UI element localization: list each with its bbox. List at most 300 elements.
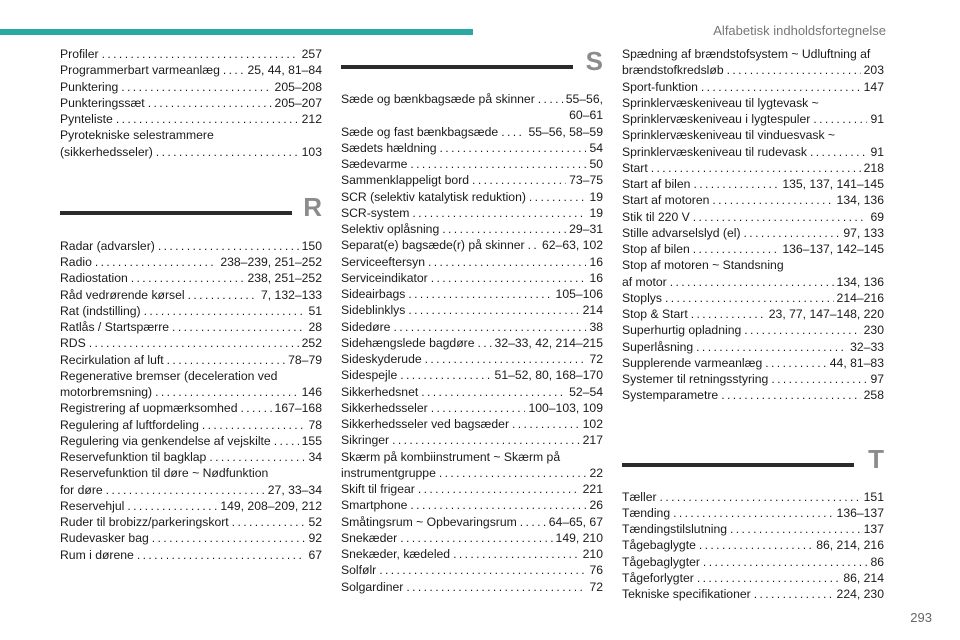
- index-column-3: [622, 46, 884, 602]
- dot-leader: [730, 521, 861, 537]
- entry-term: Selektiv oplåsning: [341, 222, 440, 236]
- index-entry: [622, 176, 884, 192]
- index-entry: [622, 79, 884, 95]
- entry-term: Separat(e) bagsæde(r) på skinner: [341, 238, 525, 253]
- index-entry: [341, 140, 603, 156]
- dot-leader: [188, 287, 258, 303]
- entry-term: Radio: [60, 255, 92, 269]
- entry-term: Regulering af luftfordeling: [60, 417, 199, 432]
- entry-term: Reservefunktion til bagklap: [60, 450, 207, 464]
- index-entry: [341, 91, 603, 124]
- index-entry: [60, 335, 322, 351]
- index-entry: [341, 514, 603, 530]
- entry-page-ref: 16: [589, 270, 603, 285]
- entry-term: Start af bilen: [622, 177, 691, 191]
- entry-page-ref: 78–79: [288, 352, 322, 367]
- entry-page-ref: 92: [308, 531, 322, 546]
- index-entry: [341, 237, 603, 253]
- index-entry: [622, 306, 884, 322]
- dot-leader: [477, 335, 491, 351]
- dot-leader: [744, 225, 841, 241]
- entry-page-ref: 29–31: [569, 222, 603, 236]
- index-entry: [622, 387, 884, 403]
- dot-leader: [406, 579, 586, 595]
- entry-page-ref: 60–61: [569, 108, 603, 123]
- dot-leader: [418, 481, 580, 497]
- index-entry: [341, 319, 603, 335]
- entry-term: Supplerende varmeanlæg: [622, 355, 763, 370]
- entry-page-ref: 73–75: [569, 173, 603, 188]
- entry-page-ref: 7, 132–133: [261, 287, 322, 302]
- dot-leader: [810, 144, 868, 160]
- entry-term: Reservehjul: [60, 498, 125, 513]
- entry-page-ref: 51–52, 80, 168–170: [494, 368, 603, 383]
- entry-list: [622, 489, 884, 603]
- entry-term: Snekæder: [341, 530, 398, 545]
- section-header-t: [622, 444, 884, 484]
- dot-leader: [410, 497, 586, 513]
- dot-leader: [693, 241, 780, 257]
- entry-term: Sammenklappeligt bord: [341, 173, 470, 188]
- entry-page-ref: 214–216: [836, 290, 884, 305]
- dot-leader: [512, 416, 580, 432]
- entry-page-ref: 72: [589, 352, 603, 366]
- index-entry: [622, 209, 884, 225]
- dot-leader: [89, 335, 299, 351]
- index-entry: [60, 62, 322, 78]
- index-entry: [622, 371, 884, 387]
- entry-term: Skift til frigear: [341, 482, 415, 496]
- dot-leader: [712, 192, 833, 208]
- dot-leader: [209, 449, 305, 465]
- index-entry: [341, 156, 603, 172]
- index-entry: [622, 46, 884, 79]
- entry-page-ref: 52: [308, 515, 322, 529]
- dot-leader: [697, 570, 841, 586]
- entry-page-ref: 218: [863, 160, 884, 175]
- index-entry: [341, 449, 603, 482]
- entry-page-ref: 103: [301, 144, 322, 159]
- header-accent-bar: [0, 29, 473, 35]
- entry-term: Sidedøre: [341, 319, 391, 334]
- index-entry: [60, 498, 322, 514]
- dot-leader: [691, 306, 766, 322]
- index-entry: [60, 127, 322, 160]
- dot-leader: [131, 270, 245, 286]
- entry-list: [60, 46, 322, 160]
- dot-leader: [439, 465, 587, 481]
- entry-term: Pynteliste: [60, 112, 113, 126]
- dot-leader: [693, 209, 868, 225]
- entry-page-ref: 72: [589, 579, 603, 594]
- entry-term: Sikkerhedsseler: [341, 400, 428, 415]
- section-letter: S: [585, 46, 603, 76]
- index-entry: [622, 586, 884, 602]
- dot-leader: [520, 514, 546, 530]
- dot-leader: [699, 537, 813, 553]
- entry-page-ref: 137: [863, 522, 884, 536]
- entry-page-ref: 135, 137, 141–145: [782, 177, 884, 191]
- section-letter: R: [303, 191, 322, 222]
- entry-page-ref: 217: [582, 433, 603, 448]
- index-entry: [60, 270, 322, 286]
- entry-page-ref: 91: [870, 112, 884, 126]
- dot-leader: [95, 254, 217, 270]
- entry-term: Stop af bilen: [622, 242, 690, 256]
- dot-leader: [472, 172, 566, 188]
- dot-leader: [223, 62, 245, 78]
- index-entry: [341, 497, 603, 513]
- page-number: 293: [910, 610, 932, 625]
- dot-leader: [144, 303, 306, 319]
- entry-page-ref: 25, 44, 81–84: [247, 63, 322, 78]
- entry-page-ref: 16: [589, 254, 603, 269]
- entry-term: Sæde og fast bænkbagsæde: [341, 124, 499, 139]
- index-entry: [60, 368, 322, 401]
- index-entry: [622, 95, 884, 128]
- entry-term: Sidehængslede bagdøre: [341, 335, 475, 350]
- index-entry: [341, 302, 603, 318]
- entry-term: Snekæder, kædeled: [341, 547, 451, 561]
- section-header-r: [60, 192, 322, 232]
- index-entry: [60, 287, 322, 303]
- dot-leader: [379, 562, 586, 578]
- dot-leader: [274, 433, 299, 449]
- section-header-s: [341, 46, 603, 86]
- entry-page-ref: 258: [863, 388, 884, 403]
- entry-page-ref: 26: [589, 498, 603, 513]
- index-entry: [341, 205, 603, 221]
- section-divider: [341, 65, 573, 69]
- entry-page-ref: 134, 136: [836, 193, 884, 208]
- entry-term: SCR-system: [341, 205, 410, 220]
- dot-leader: [428, 254, 586, 270]
- index-entry: [60, 46, 322, 62]
- dot-leader: [813, 111, 867, 127]
- index-entry: [341, 546, 603, 562]
- entry-page-ref: 67: [308, 547, 322, 562]
- dot-leader: [412, 205, 586, 221]
- entry-term: SCR (selektiv katalytisk reduktion): [341, 189, 526, 204]
- entry-term: Superhurtig opladning: [622, 323, 742, 338]
- entry-page-ref: 102: [582, 417, 603, 431]
- entry-page-ref: 205–207: [274, 95, 322, 110]
- dot-leader: [660, 489, 861, 505]
- index-entry: [622, 127, 884, 160]
- page-header-title: Alfabetisk indholdsfortegnelse: [713, 23, 886, 38]
- entry-term: Sidespejle: [341, 368, 398, 383]
- index-entry: [341, 579, 603, 595]
- entry-page-ref: 105–106: [555, 287, 603, 301]
- entry-page-ref: 134, 136: [836, 274, 884, 289]
- entry-page-ref: 149, 208–209, 212: [220, 498, 322, 513]
- index-entry: [622, 257, 884, 290]
- entry-term: brændstofkredsløb: [622, 63, 724, 78]
- entry-page-ref: 52–54: [569, 384, 603, 399]
- entry-page-ref: 97: [870, 372, 884, 386]
- index-entry: [60, 303, 322, 319]
- entry-page-ref: 27, 33–34: [267, 482, 322, 497]
- dot-leader: [158, 238, 299, 254]
- entry-page-ref: 38: [589, 319, 603, 334]
- entry-term: Registrering af uopmærksomhed: [60, 401, 238, 416]
- dot-leader: [152, 530, 306, 546]
- entry-term: Sprinklervæskeniveau til rudevask: [622, 144, 807, 159]
- entry-term: Rat (indstilling): [60, 303, 141, 318]
- entry-page-ref: 86, 214, 216: [816, 538, 884, 553]
- index-entry: [622, 570, 884, 586]
- index-entry: [341, 384, 603, 400]
- entry-page-ref: 22: [589, 465, 603, 480]
- dot-leader: [408, 302, 579, 318]
- entry-term: Radar (advarsler): [60, 238, 155, 253]
- index-entry: [622, 322, 884, 338]
- index-entry: [622, 521, 884, 537]
- dot-leader: [106, 482, 265, 498]
- entry-page-ref: 167–168: [274, 401, 322, 416]
- index-column-2: [341, 46, 603, 595]
- dot-leader: [400, 367, 491, 383]
- entry-page-ref: 78: [308, 417, 322, 432]
- index-entry: [622, 160, 884, 176]
- entry-term: Pyrotekniske selestrammere: [60, 128, 214, 143]
- entry-page-ref: 55–56, 58–59: [528, 124, 603, 139]
- section-divider: [622, 463, 854, 467]
- entry-page-ref: 28: [308, 320, 322, 334]
- entry-term: for døre: [60, 482, 103, 497]
- dot-leader: [673, 505, 833, 521]
- index-entry: [622, 225, 884, 241]
- index-entry: [60, 417, 322, 433]
- dot-leader: [240, 400, 271, 416]
- index-column-1: [60, 46, 322, 563]
- dot-leader: [408, 286, 552, 302]
- entry-term: Reservefunktion til døre ~ Nødfunktion: [60, 466, 269, 481]
- index-entry: [60, 514, 322, 530]
- entry-term: Punkteringssæt: [60, 95, 145, 110]
- dot-leader: [721, 387, 860, 403]
- entry-page-ref: 100–103, 109: [528, 400, 603, 415]
- dot-leader: [202, 417, 306, 433]
- entry-page-ref: 32–33: [850, 339, 884, 354]
- entry-page-ref: 230: [863, 323, 884, 338]
- index-entry: [341, 432, 603, 448]
- entry-page-ref: 97, 133: [843, 225, 884, 240]
- entry-page-ref: 86, 214: [843, 570, 884, 585]
- dot-leader: [440, 140, 587, 156]
- index-entry: [341, 367, 603, 383]
- entry-page-ref: 151: [863, 489, 884, 504]
- index-entry: [341, 530, 603, 546]
- dot-leader: [771, 371, 867, 387]
- entry-term: Sikkerhedsseler ved bagsæder: [341, 417, 510, 431]
- dot-leader: [727, 62, 861, 78]
- dot-leader: [501, 124, 525, 140]
- dot-leader: [754, 586, 834, 602]
- dot-leader: [453, 546, 580, 562]
- index-entry: [622, 505, 884, 521]
- entry-term: Sprinklervæskeniveau til vinduesvask ~: [622, 128, 836, 143]
- entry-term: af motor: [622, 274, 667, 289]
- entry-page-ref: 55–56,: [565, 92, 603, 106]
- entry-term: Sprinklervæskeniveau til lygtevask ~: [622, 95, 819, 110]
- entry-page-ref: 155: [301, 433, 322, 448]
- entry-list: [60, 238, 322, 563]
- index-entry: [60, 465, 322, 498]
- entry-page-ref: 50: [589, 157, 603, 171]
- index-entry: [60, 79, 322, 95]
- dot-leader: [431, 270, 587, 286]
- entry-term: Råd vedrørende kørsel: [60, 287, 185, 302]
- entry-page-ref: 136–137: [836, 505, 884, 520]
- entry-term: Recirkulation af luft: [60, 352, 164, 367]
- entry-page-ref: 147: [863, 79, 884, 94]
- index-entry: [60, 95, 322, 111]
- index-entry: [60, 352, 322, 368]
- dot-leader: [651, 160, 861, 176]
- dot-leader: [670, 274, 834, 290]
- entry-term: Stille advarselslyd (el): [622, 225, 741, 240]
- index-entry: [60, 111, 322, 127]
- dot-leader: [148, 95, 272, 111]
- entry-page-ref: 149, 210: [555, 530, 603, 545]
- entry-page-ref: 86: [870, 554, 884, 569]
- entry-term: Profiler: [60, 47, 99, 61]
- entry-term: Sikringer: [341, 433, 390, 448]
- entry-term: Ratlås / Startspærre: [60, 320, 170, 334]
- entry-page-ref: 44, 81–83: [829, 355, 884, 370]
- entry-term: Tændingstilslutning: [622, 522, 728, 536]
- dot-leader: [442, 221, 566, 237]
- entry-term: Systemer til retningsstyring: [622, 372, 769, 386]
- index-entry: [622, 290, 884, 306]
- entry-page-ref: 136–137, 142–145: [782, 242, 884, 256]
- index-entry: [341, 172, 603, 188]
- index-entry: [60, 547, 322, 563]
- entry-term: Sædets hældning: [341, 140, 437, 155]
- dot-leader: [167, 352, 285, 368]
- entry-term: Spædning af brændstofsystem ~ Udluftning af: [622, 47, 871, 61]
- entry-page-ref: 32–33, 42, 214–215: [494, 335, 603, 350]
- entry-list: [341, 91, 603, 595]
- entry-list: [622, 46, 884, 404]
- index-entry: [60, 449, 322, 465]
- dot-leader: [765, 355, 827, 371]
- entry-term: Stoplys: [622, 290, 662, 305]
- dot-leader: [116, 111, 299, 127]
- entry-page-ref: 224, 230: [836, 587, 884, 601]
- dot-leader: [400, 530, 552, 546]
- entry-term: Solgardiner: [341, 579, 404, 594]
- index-entry: [341, 416, 603, 432]
- entry-term: Stop af motoren ~ Standsning: [622, 258, 784, 273]
- dot-leader: [693, 176, 779, 192]
- entry-term: instrumentgruppe: [341, 465, 436, 480]
- entry-term: Tågebaglygte: [622, 538, 696, 553]
- entry-term: Tekniske specifikationer: [622, 587, 751, 601]
- entry-term: Programmerbart varmeanlæg: [60, 63, 220, 78]
- entry-page-ref: 19: [589, 189, 603, 204]
- entry-page-ref: 19: [589, 205, 603, 220]
- index-entry: [60, 319, 322, 335]
- entry-term: Sideskyderude: [341, 352, 422, 366]
- dot-leader: [156, 144, 299, 160]
- section-letter: T: [868, 443, 884, 474]
- entry-term: RDS: [60, 336, 86, 351]
- entry-page-ref: 91: [870, 144, 884, 159]
- dot-leader: [121, 79, 271, 95]
- entry-term: Sædevarme: [341, 157, 408, 171]
- dot-leader: [102, 46, 299, 62]
- index-entry: [622, 554, 884, 570]
- entry-term: Serviceindikator: [341, 270, 428, 285]
- entry-page-ref: 252: [301, 336, 322, 351]
- index-entry: [622, 339, 884, 355]
- entry-term: Rudevasker bag: [60, 531, 149, 546]
- entry-term: Tænding: [622, 505, 671, 520]
- index-entry: [341, 400, 603, 416]
- entry-term: (sikkerhedsseler): [60, 144, 153, 159]
- dot-leader: [137, 547, 306, 563]
- entry-term: Smartphone: [341, 498, 408, 513]
- dot-leader: [665, 290, 834, 306]
- index-entry: [341, 189, 603, 205]
- entry-page-ref: 69: [870, 209, 884, 224]
- section-divider: [60, 211, 292, 215]
- entry-term: Tågeforlygter: [622, 570, 694, 585]
- index-entry: [622, 192, 884, 208]
- dot-leader: [529, 189, 587, 205]
- index-entry: [622, 241, 884, 257]
- entry-term: Sikkerhedsnet: [341, 384, 419, 399]
- entry-term: Sport-funktion: [622, 79, 698, 94]
- entry-page-ref: 34: [308, 450, 322, 464]
- entry-term: Ruder til brobizz/parkeringskort: [60, 515, 229, 529]
- index-entry: [341, 562, 603, 578]
- dot-leader: [421, 384, 566, 400]
- entry-term: Radiostation: [60, 271, 128, 286]
- entry-term: Solfølr: [341, 563, 377, 578]
- entry-term: Regenerative bremser (deceleration ved: [60, 368, 278, 383]
- entry-page-ref: 238, 251–252: [247, 271, 322, 286]
- entry-term: Småtingsrum ~ Opbevaringsrum: [341, 514, 517, 529]
- dot-leader: [703, 554, 868, 570]
- index-entry: [60, 400, 322, 416]
- entry-page-ref: 150: [301, 238, 322, 253]
- index-entry: [60, 530, 322, 546]
- entry-page-ref: 221: [582, 482, 603, 496]
- dot-leader: [538, 91, 563, 107]
- dot-leader: [528, 237, 539, 253]
- dot-leader: [155, 384, 299, 400]
- entry-term: Rum i dørene: [60, 547, 134, 562]
- dot-leader: [425, 351, 587, 367]
- entry-term: Stik til 220 V: [622, 209, 690, 224]
- entry-term: Punktering: [60, 79, 119, 94]
- entry-page-ref: 212: [301, 112, 322, 126]
- index-entry: [341, 221, 603, 237]
- entry-term: Sideblinklys: [341, 303, 406, 318]
- dot-leader: [410, 156, 586, 172]
- index-entry: [622, 355, 884, 371]
- entry-term: Stop & Start: [622, 307, 688, 321]
- index-entry: [622, 489, 884, 505]
- entry-page-ref: 54: [589, 140, 603, 155]
- entry-page-ref: 214: [582, 303, 603, 318]
- index-entry: [60, 238, 322, 254]
- dot-leader: [744, 322, 860, 338]
- index-entry: [341, 335, 603, 351]
